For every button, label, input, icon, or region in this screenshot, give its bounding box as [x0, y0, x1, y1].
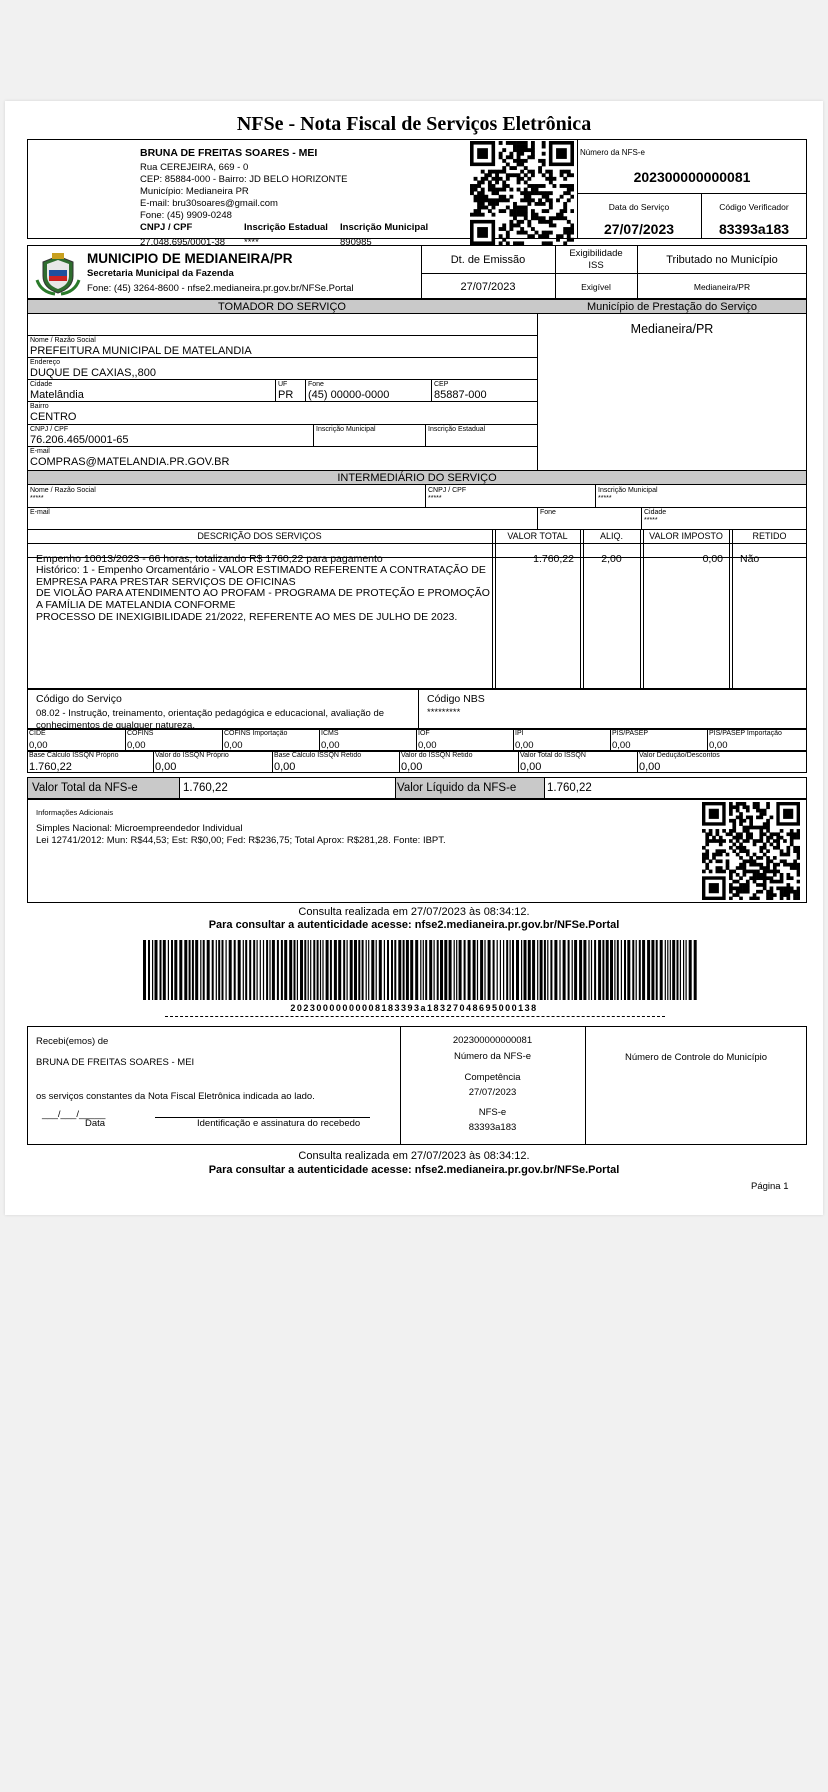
- tributo-label: COFINS Importação: [224, 730, 288, 737]
- recibo-assinatura-label: Identificação e assinatura do recebedo: [197, 1118, 361, 1129]
- intermediario-cnpj-label: CNPJ / CPF: [428, 487, 467, 494]
- local-prestacao: Medianeira/PR: [630, 322, 714, 336]
- issqn-value: 0,00: [520, 761, 542, 773]
- recibo-servicos: os serviços constantes da Nota Fiscal Eletrônica indicada ao lado.: [36, 1091, 315, 1102]
- issqn-label: Valor do ISSQN Próprio: [155, 752, 229, 759]
- local-prestacao-header: Município de Prestação do Serviço: [587, 301, 757, 313]
- tomador-bairro: CENTRO: [30, 411, 77, 423]
- intermediario-header: INTERMEDIÁRIO DO SERVIÇO: [337, 472, 497, 484]
- tributado: Medianeira/PR: [693, 282, 751, 292]
- intermediario-nome-label: Nome / Razão Social: [30, 487, 96, 494]
- tomador-section: [27, 299, 807, 558]
- issqn-label: Base Cálculo ISSQN Próprio: [29, 752, 119, 759]
- qr-code-icon: [702, 802, 800, 900]
- municipio-contato: Fone: (45) 3264-8600 - nfse2.medianeira.pr.gov.br/NFSe.Portal: [87, 283, 354, 294]
- consulta-bottom-line2: Para consultar a autenticidade acesse: nfse2.medianeira.pr.gov.br/NFSe.Portal: [208, 1164, 620, 1176]
- recibo-codigo: 83393a183: [468, 1122, 517, 1133]
- issqn-label: Valor Dedução/Descontos: [639, 752, 720, 759]
- servicos-line: EMPRESA PARA PRESTAR SERVIÇOS DE OFICINAS: [36, 576, 296, 588]
- tomador-header: TOMADOR DO SERVIÇO: [218, 301, 346, 313]
- recibo-recebemos: Recebi(emos) de: [36, 1036, 109, 1047]
- issqn-value: 0,00: [274, 761, 296, 773]
- servicos-aliq: 2,00: [601, 553, 622, 565]
- codigo-servico-line2: conhecimentos de qualquer natureza.: [36, 720, 195, 731]
- tributo-value: 0,00: [29, 740, 48, 751]
- tomador-bairro-label: Bairro: [30, 403, 49, 410]
- issqn-value: 1.760,22: [29, 761, 72, 773]
- consulta-line2: Para consultar a autenticidade acesse: nfse2.medianeira.pr.gov.br/NFSe.Portal: [208, 919, 620, 931]
- municipio-coat-of-arms-icon: [35, 250, 81, 296]
- prestador-name: BRUNA DE FREITAS SOARES - MEI: [140, 147, 318, 159]
- servicos-valor-total: 1.760,22: [533, 553, 574, 565]
- tributo-label: CIDE: [29, 730, 46, 737]
- barcode-icon: [143, 940, 697, 1000]
- codigo-verificador-label: Código Verificador: [719, 202, 789, 212]
- servicos-line: Empenho 10013/2023 - 66 horas, totalizando R$ 1760,22 para pagamento: [36, 553, 383, 565]
- servicos-header-valor-total: VALOR TOTAL: [507, 531, 568, 541]
- issqn-label: Valor do ISSQN Retido: [401, 752, 473, 759]
- tomador-nome-label: Nome / Razão Social: [30, 337, 96, 344]
- tributo-value: 0,00: [321, 740, 340, 751]
- servicos-valor-imposto: 0,00: [702, 553, 723, 565]
- tributo-label: PIS/PASEP Importação: [709, 730, 782, 737]
- prestador-im-label: Inscrição Municipal: [340, 222, 429, 233]
- codigo-verificador: 83393a183: [718, 221, 790, 237]
- tomador-endereco: DUQUE DE CAXIAS,,800: [30, 367, 156, 379]
- valor-liquido-label: Valor Líquido da NFS-e: [397, 782, 517, 794]
- recibo-nfse-label: NFS-e: [478, 1107, 507, 1118]
- recibo-competencia: 27/07/2023: [468, 1087, 517, 1098]
- page-number: Página 1: [751, 1181, 789, 1192]
- intermediario-fone-label: Fone: [540, 509, 556, 516]
- invoice-page: [5, 101, 823, 1215]
- tomador-ie-label: Inscrição Estadual: [428, 426, 486, 433]
- exigibilidade-label: Exigibilidade ISS: [569, 248, 623, 271]
- valor-liquido: 1.760,22: [547, 782, 592, 794]
- intermediario-nome: *****: [30, 495, 44, 502]
- prestador-address: Rua CEREJEIRA, 669 - 0: [140, 162, 249, 173]
- nfse-number: 202300000000081: [633, 169, 751, 185]
- servicos-retido: Não: [740, 553, 760, 565]
- intermediario-im-label: Inscrição Municipal: [598, 487, 658, 494]
- tributo-value: 0,00: [709, 740, 728, 751]
- tomador-cnpj-label: CNPJ / CPF: [30, 426, 69, 433]
- servicos-line: A FAMÍLIA DE MATELANDIA CONFORME: [36, 599, 236, 611]
- servicos-header-valor-imposto: VALOR IMPOSTO: [649, 531, 723, 541]
- dt-emissao: 27/07/2023: [460, 281, 516, 293]
- recibo-controle-label: Número de Controle do Município: [624, 1052, 768, 1063]
- intermediario-email-label: E-mail: [30, 509, 50, 516]
- recibo-date-placeholder: ___/___/_____: [42, 1109, 106, 1120]
- prestador-cep: CEP: 85884-000 - Bairro: JD BELO HORIZONTE: [140, 174, 348, 185]
- barcode-number: 20230000000008183393a18327048695000138: [290, 1003, 538, 1013]
- tomador-uf: PR: [278, 389, 294, 401]
- codigo-servico-line1: 08.02 - Instrução, treinamento, orientação pedagógica e educacional, avaliação de: [36, 708, 385, 719]
- tomador-cnpj: 76.206.465/0001-65: [30, 434, 129, 446]
- tributo-value: 0,00: [224, 740, 243, 751]
- tomador-fone-label: Fone: [308, 381, 324, 388]
- codigo-nbs: *********: [427, 707, 461, 718]
- tributado-label: Tributado no Município: [666, 254, 778, 266]
- tributo-label: PIS/PASEP: [612, 730, 649, 737]
- servicos-line: Histórico: 1 - Empenho Orcamentário - VALOR ESTIMADO REFERENTE A CONTRATAÇÃO DE: [36, 564, 486, 576]
- tomador-nome: PREFEITURA MUNICIPAL DE MATELANDIA: [30, 345, 252, 357]
- valor-total-label: Valor Total da NFS-e: [32, 782, 138, 794]
- issqn-label: Base Cálculo ISSQN Retido: [274, 752, 362, 759]
- recibo-competencia-label: Competência: [464, 1072, 521, 1083]
- recibo-name: BRUNA DE FREITAS SOARES - MEI: [36, 1057, 195, 1068]
- consulta-line1: Consulta realizada em 27/07/2023 às 08:34:12.: [298, 906, 530, 918]
- tomador-fone: (45) 00000-0000: [308, 389, 390, 401]
- intermediario-im: *****: [598, 495, 612, 502]
- recibo-numero-label: Número da NFS-e: [453, 1051, 532, 1062]
- qr-code-icon: [470, 141, 574, 245]
- tributo-value: 0,00: [418, 740, 437, 751]
- prestador-cnpj: 27.048.695/0001-38: [140, 237, 226, 248]
- issqn-label: Valor Total do ISSQN: [520, 752, 586, 759]
- codigo-nbs-label: Código NBS: [427, 693, 485, 705]
- servicos-header-retido: RETIDO: [752, 531, 787, 541]
- servicos-line: DE VIOLÃO PARA ATENDIMENTO AO PROFAM - PROGRAMA DE PROTEÇÃO E PROMOÇÃO: [36, 587, 490, 599]
- intermediario-cnpj: *****: [428, 495, 442, 502]
- prestador-im: 890985: [340, 237, 372, 248]
- recibo-data-label: Data: [85, 1118, 106, 1129]
- municipio-name: MUNICIPIO DE MEDIANEIRA/PR: [87, 251, 293, 266]
- tomador-im-label: Inscrição Municipal: [316, 426, 376, 433]
- tributo-label: ICMS: [321, 730, 339, 737]
- nfse-number-label: Número da NFS-e: [580, 148, 645, 157]
- recibo-numero: 202300000000081: [452, 1035, 533, 1046]
- tributo-value: 0,00: [612, 740, 631, 751]
- intermediario-cidade: *****: [644, 517, 658, 524]
- issqn-value: 0,00: [401, 761, 423, 773]
- prestador-fone: Fone: (45) 9909-0248: [140, 210, 232, 221]
- tomador-cep: 85887-000: [434, 389, 487, 401]
- servicos-line: PROCESSO DE INEXIGIBILIDADE 21/2022, REFERENTE AO MES DE JULHO DE 2023.: [36, 611, 458, 623]
- info-label: Informações Adicionais: [36, 808, 114, 817]
- intermediario-cidade-label: Cidade: [644, 509, 667, 516]
- data-servico-label: Data do Serviço: [608, 202, 670, 212]
- info-line1: Simples Nacional: Microempreendedor Individual: [36, 823, 243, 834]
- prestador-ie-label: Inscrição Estadual: [244, 222, 328, 233]
- tomador-email: COMPRAS@MATELANDIA.PR.GOV.BR: [30, 456, 230, 468]
- document-title: NFSe - Nota Fiscal de Serviços Eletrônica: [236, 113, 592, 135]
- tomador-cidade-label: Cidade: [30, 381, 53, 388]
- municipio-secretaria: Secretaria Municipal da Fazenda: [87, 268, 234, 279]
- tomador-uf-label: UF: [278, 381, 288, 388]
- prestador-ie: ****: [244, 237, 259, 248]
- info-line2: Lei 12741/2012: Mun: R$44,53; Est: R$0,00; Fed: R$236,75; Total Aprox: R$281,28. Fonte: IBPT.: [36, 835, 446, 846]
- exigibilidade: Exigível: [581, 282, 611, 292]
- tomador-cidade: Matelândia: [30, 389, 84, 401]
- consulta-bottom-line1: Consulta realizada em 27/07/2023 às 08:34:12.: [298, 1150, 530, 1162]
- issqn-value: 0,00: [639, 761, 661, 773]
- prestador-email: E-mail: bru30soares@gmail.com: [140, 198, 278, 209]
- tomador-endereco-label: Endereço: [30, 359, 60, 366]
- issqn-value: 0,00: [155, 761, 177, 773]
- prestador-municipio: Município: Medianeira PR: [140, 186, 249, 197]
- dt-emissao-label: Dt. de Emissão: [450, 254, 526, 266]
- tributo-value: 0,00: [515, 740, 534, 751]
- prestador-cnpj-label: CNPJ / CPF: [140, 222, 193, 233]
- codigo-servico-label: Código do Serviço: [36, 693, 122, 705]
- tomador-email-label: E-mail: [30, 448, 50, 455]
- servicos-header-aliq: ALIQ.: [599, 531, 623, 541]
- data-servico: 27/07/2023: [603, 221, 675, 237]
- servicos-header-descricao: DESCRIÇÃO DOS SERVIÇOS: [197, 531, 322, 541]
- valor-total: 1.760,22: [183, 782, 228, 794]
- tributo-label: IPI: [515, 730, 524, 737]
- tributo-value: 0,00: [127, 740, 146, 751]
- info-adicionais-section: [27, 799, 807, 903]
- tributo-label: IOF: [418, 730, 430, 737]
- tributo-label: COFINS: [127, 730, 154, 737]
- tomador-cep-label: CEP: [434, 381, 449, 388]
